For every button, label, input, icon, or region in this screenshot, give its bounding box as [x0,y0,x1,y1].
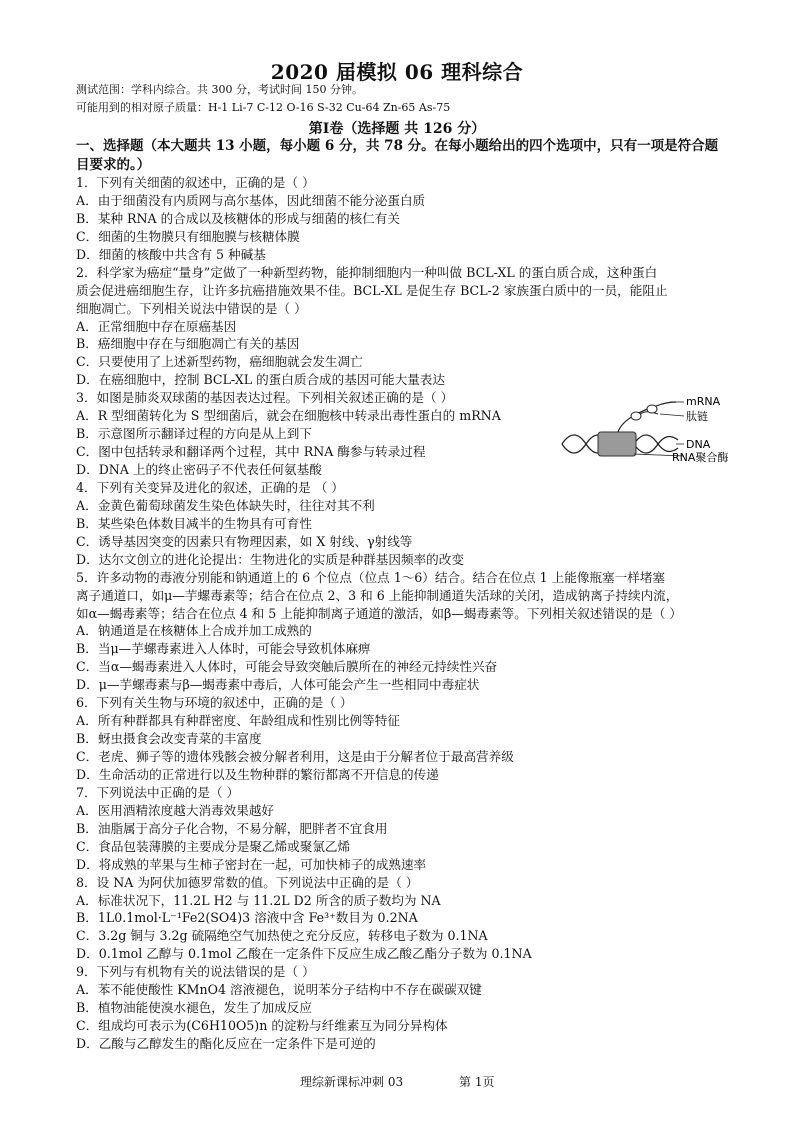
answer-option: A．所有种群都具有种群密度、年龄组成和性别比例等特征 [76,713,400,729]
leader-line [660,414,684,416]
answer-option: C．图中包括转录和翻译两个过程，其中 RNA 酶参与转录过程 [76,444,426,460]
exam-scope: 测试范围：学科内综合。共 300 分，考试时间 150 分钟。 [76,83,363,96]
answer-option: A．医用酒精浓度越大消毒效果越好 [76,802,275,818]
answer-option: D．将成熟的苹果与生柿子密封在一起，可加快柿子的成熟速率 [76,856,427,872]
answer-option: B．蚜虫摄食会改变青菜的丰富度 [76,731,262,747]
footer-series: 理综新课标冲刺 03 [300,1075,404,1089]
footer-page-number: 第 1页 [459,1075,495,1089]
answer-option: C．食品包装薄膜的主要成分是聚乙烯或聚氯乙烯 [76,838,351,854]
question-stem: 7．下列说法中正确的是（ ） [76,784,240,800]
answer-option: A．由于细菌没有内质网与高尔基体，因此细菌不能分泌蛋白质 [76,192,426,208]
answer-option: D．μ—芋螺毒素与β—蝎毒素中毒后，人体可能会产生一些相同中毒症状 [76,677,480,693]
question-text: 离子通道口，如μ—芋螺毒素等；结合在位点 2、3 和 6 上能抑制通道失活球的关闭，造成钠离子持续内流， [76,587,679,603]
question-text: 如α—蝎毒素等；结合在位点 4 和 5 上能抑制离子通道的激活，如β—蝎毒素等。下列相关叙述错误的是（ ） [76,605,682,621]
answer-option: C．3.2g 铜与 3.2g 硫隔绝空气加热使之充分反应，转移电子数为 0.1NA [76,928,488,944]
answer-option: C．当α—蝎毒素进入人体时，可能会导致突触后膜所在的神经元持续性兴奋 [76,659,498,675]
section-title: 第Ⅰ卷（选择题 共 126 分） [308,121,486,137]
question-stem: 2．科学家为癌症“量身”定做了一种新型药物，能抑制细胞内一种叫做 BCL-XL 的蛋白质合成，这种蛋白 [76,264,658,280]
rna-polymerase-shape [598,432,636,456]
section-instructions: 一、选择题（本大题共 13 小题，每小题 6 分，共 78 分。在每小题给出的四个选项中，只有一项是符合题目要求的。） [76,138,719,173]
question-stem: 6．下列有关生物与环境的叙述中，正确的是（ ） [76,695,353,711]
atomic-masses: 可能用到的相对原子质量：H-1 Li-7 C-12 O-16 S-32 Cu-64 Zn-65 As-75 [76,101,451,114]
page-title: 2020 届模拟 06 理科综合 [270,60,524,84]
answer-option: D．生命活动的正常进行以及生物种群的繁衍都离不开信息的传递 [76,766,439,782]
answer-option: B．当μ—芋螺毒素进入人体时，可能会导致机体麻痹 [76,641,371,657]
answer-option: D．乙酸与乙醇发生的酯化反应在一定条件下是可逆的 [76,1036,376,1051]
answer-option: A．金黄色葡萄球菌发生染色体缺失时，往往对其不利 [76,497,375,513]
answer-option: D．0.1mol 乙醇与 0.1mol 乙酸在一定条件下反应生成乙酸乙酯分子数为 0.1NA [76,946,532,962]
question-stem: 9．下列与有机物有关的说法错误的是（ ） [76,964,315,980]
label-peptide: 肽链 [686,410,708,423]
answer-option: A．钠通道是在核糖体上合成并加工成熟的 [76,623,312,639]
answer-option: C．细菌的生物膜只有细胞膜与核糖体膜 [76,228,300,244]
answer-option: A．正常细胞中存在原癌基因 [76,318,237,334]
question-stem: 3．如图是肺炎双球菌的基因表达过程。下列相关叙述正确的是（ ） [76,390,454,406]
gene-expression-figure [560,392,735,472]
answer-option: D．在癌细胞中，控制 BCL-XL 的蛋白质合成的基因可能大量表达 [76,372,445,388]
label-rna-polymerase: RNA聚合酶 [672,451,729,464]
ribosome-shape [647,405,657,413]
answer-option: D．细菌的核酸中共含有 5 种碱基 [76,246,266,262]
answer-option: B．某些染色体数目减半的生物具有可育性 [76,515,312,531]
question-stem: 1．下列有关细菌的叙述中，正确的是（ ） [76,175,315,190]
answer-option: C．只要使用了上述新型药物，癌细胞就会发生凋亡 [76,354,363,370]
label-mrna: mRNA [686,395,721,408]
answer-option: D．达尔文创立的进化论提出：生物进化的实质是种群基因频率的改变 [76,551,464,567]
answer-option: B．1L0.1mol·L⁻¹Fe2(SO4)3 溶液中含 Fe³⁺数目为 0.2NA [76,910,418,926]
answer-option: C．组成均可表示为(C6H10O5)n 的淀粉与纤维素互为同分异构体 [76,1018,448,1034]
question-text: 质会促进癌细胞生存，让许多抗癌措施效果不佳。BCL-XL 是促生存 BCL-2 家族蛋白质中的一员，能阻止 [76,282,668,298]
label-dna: DNA [686,438,711,451]
answer-option: A．苯不能使酸性 KMnO4 溶液褪色，说明苯分子结构中不存在碳碳双键 [76,982,482,998]
question-stem: 5．许多动物的毒液分别能和钠通道上的 6 个位点（位点 1～6）结合。结合在位点 1 上能像瓶塞一样堵塞 [76,569,666,585]
question-list [76,174,729,1053]
answer-option: B．植物油能使溴水褪色，发生了加成反应 [76,1000,312,1016]
answer-option: A．R 型细菌转化为 S 型细菌后，就会在细胞核中转录出毒性蛋白的 mRNA [76,408,501,424]
ribosome-shape [631,412,641,420]
answer-option: B．某种 RNA 的合成以及核糖体的形成与细菌的核仁有关 [76,210,400,226]
answer-option: B．油脂属于高分子化合物，不易分解，肥胖者不宜食用 [76,820,388,836]
question-stem: 4．下列有关变异及进化的叙述，正确的是 （ ） [76,479,344,495]
answer-option: C．诱导基因突变的因素只有物理因素，如 X 射线、γ射线等 [76,533,413,549]
answer-option: C．老虎、狮子等的遗体残骸会被分解者利用，这是由于分解者位于最高营养级 [76,749,514,764]
answer-option: B．示意图所示翻译过程的方向是从上到下 [76,426,312,442]
answer-option: A．标准状况下，11.2L H2 与 11.2L D2 所含的质子数均为 NA [76,892,441,908]
mrna-strand [618,402,676,432]
question-stem: 8．设 NA 为阿伏加德罗常数的值。下列说法中正确的是（ ） [76,874,419,890]
answer-option: D．DNA 上的终止密码子不代表任何氨基酸 [76,462,322,477]
answer-option: B．癌细胞中存在与细胞凋亡有关的基因 [76,336,300,352]
question-text: 细胞凋亡。下列相关说法中错误的是（ ） [76,300,307,316]
